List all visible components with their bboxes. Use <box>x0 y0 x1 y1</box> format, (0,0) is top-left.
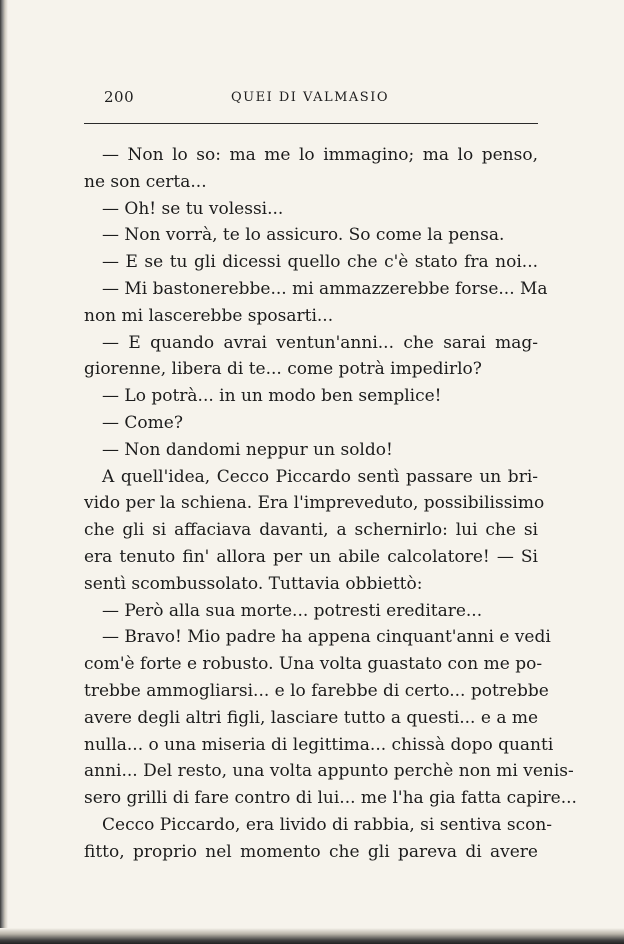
text-line: — Bravo! Mio padre ha appena cinquant'anni e vedi <box>102 627 551 648</box>
text-line: che gli si affaciava davanti, a schernirlo: lui che si <box>84 520 538 541</box>
text-line: — Oh! se tu volessi... <box>102 198 284 219</box>
text-line: — Non lo so: ma me lo immagino; ma lo penso, <box>102 145 538 165</box>
text-line: — Non vorrà, te lo assicuro. So come la pensa. <box>102 225 505 246</box>
text-line: sero grilli di fare contro di lui... me l'ha gia fatta capire... <box>84 788 577 809</box>
text-line: anni... Del resto, una volta appunto perchè non mi venis- <box>84 761 574 782</box>
text-line: sentì scombussolato. Tuttavia obbiettò: <box>84 573 423 594</box>
text-line: — E se tu gli dicessi quello che c'è stato fra noi... <box>102 252 538 273</box>
text-line: — Come? <box>102 412 183 433</box>
text-line: — Però alla sua morte... potresti ereditare... <box>102 600 483 621</box>
page-number: 200 <box>104 88 135 106</box>
text-line: nulla... o una miseria di legittima... chissà dopo quanti <box>84 734 554 755</box>
text-line: A quell'idea, Cecco Piccardo sentì passare un bri- <box>102 466 538 487</box>
header-rule <box>84 123 538 124</box>
running-head <box>84 88 538 118</box>
text-line: com'è forte e robusto. Una volta guastato con me po- <box>84 654 543 675</box>
text-line: — E quando avrai ventun'anni... che sarai mag- <box>102 332 538 353</box>
page-binding-edge <box>0 0 8 944</box>
text-line: avere degli altri figli, lasciare tutto a questi... e a me <box>84 707 539 728</box>
text-line: trebbe ammogliarsi... e lo farebbe di certo... potrebbe <box>84 680 549 701</box>
text-line: — Lo potrà... in un modo ben semplice! <box>102 386 442 407</box>
text-line: Cecco Piccardo, era livido di rabbia, si sentiva scon- <box>102 814 553 835</box>
text-line: ne son certa... <box>84 171 207 192</box>
text-line: vido per la schiena. Era l'impreveduto, possibilissimo <box>84 493 545 514</box>
text-line: — Non dandomi neppur un soldo! <box>102 439 393 460</box>
running-title: QUEI DI VALMASIO <box>231 90 389 105</box>
page-bottom-edge <box>0 928 624 944</box>
text-line: non mi lascerebbe sposarti... <box>84 305 334 326</box>
text-line: — Mi bastonerebbe... mi ammazzerebbe forse... Ma <box>102 278 548 299</box>
text-line: fitto, proprio nel momento che gli pareva di avere <box>84 841 538 862</box>
body-text <box>84 142 577 866</box>
text-line: giorenne, libera di te... come potrà impedirlo? <box>84 359 482 380</box>
text-line: era tenuto fin' allora per un abile calcolatore! — Si <box>84 546 538 567</box>
